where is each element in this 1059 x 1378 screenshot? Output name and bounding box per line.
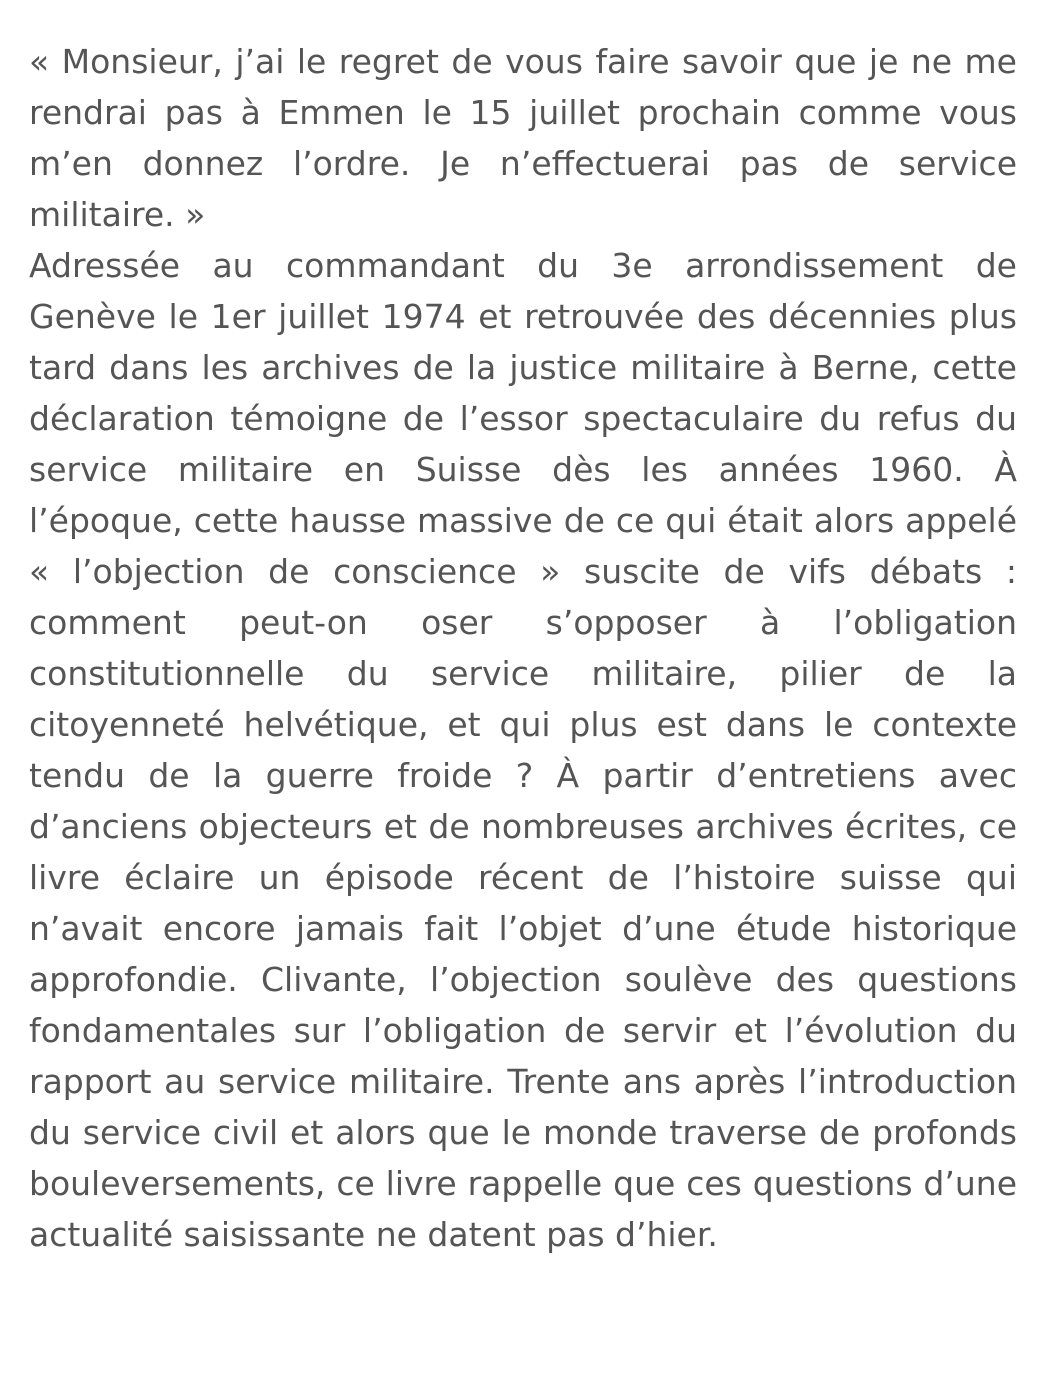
quote-paragraph: « Monsieur, j’ai le regret de vous faire savoir que je ne me rendrai pas à Emmen le 15 juillet prochain comme vous m’en donnez l’ordre. Je n’effectuerai pas de service militaire. » [29,42,1017,234]
document-page [29,36,1017,1260]
body-paragraph: Adressée au commandant du 3e arrondissement de Genève le 1er juillet 1974 et retrouvée des décennies plus tard dans les archives de la justice militaire à Berne, cette déclaration témoigne de l’essor spectaculaire du refus du service militaire en Suisse dès les années 1960. À l’époque, cette hausse massive de ce qui était alors appelé « l’objection de conscience » suscite de vifs débats : comment peut-on oser s’opposer à l’obligation constitutionnelle du service militaire, pilier de la citoyenneté helvétique, et qui plus est dans le contexte tendu de la guerre froide ? À partir d’entretiens avec d’anciens objecteurs et de nombreuses archives écrites, ce livre éclaire un épisode récent de l’histoire suisse qui n’avait encore jamais fait l’objet d’une étude historique approfondie. Clivante, l’objection soulève des questions fondamentales sur l’obligation de servir et l’évolution du rapport au service militaire. Trente ans après l’introduction du service civil et alors que le monde traverse de profonds bouleversements, ce livre rappelle que ces questions d’une actualité saisissante ne datent pas d’hier. [29,246,1017,1254]
